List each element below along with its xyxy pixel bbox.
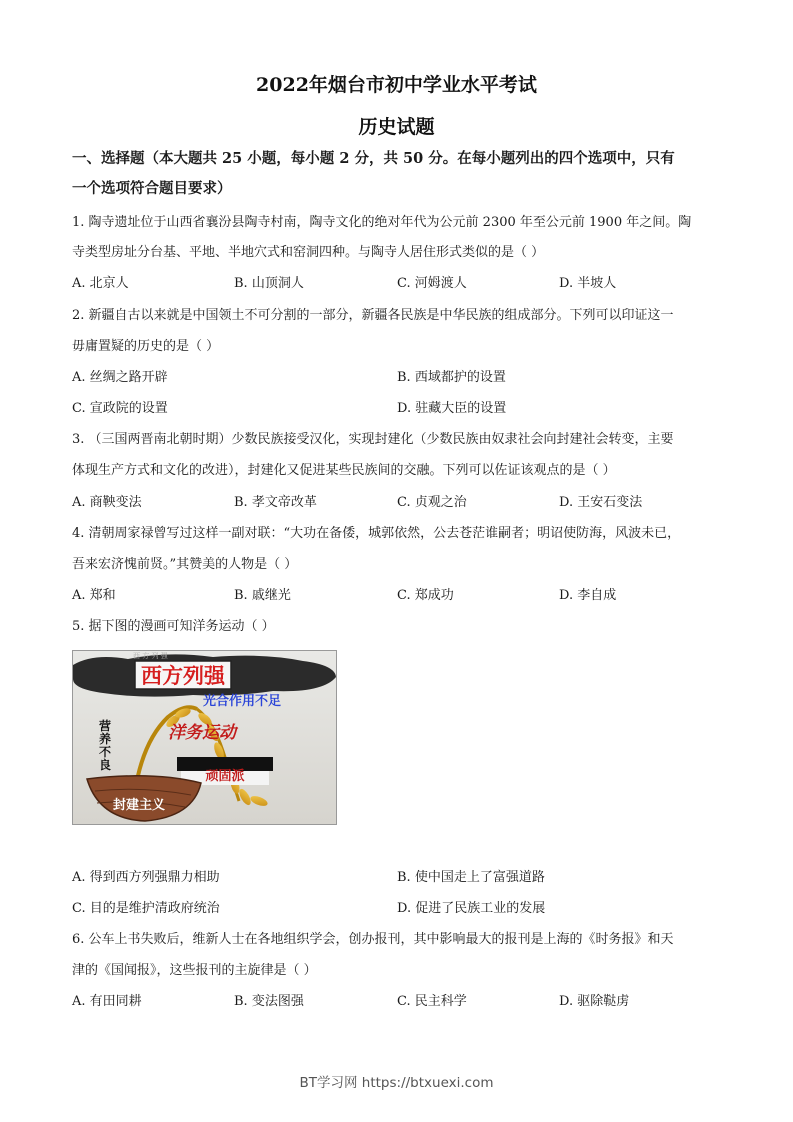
q5-stem: 5. 据下图的漫画可知洋务运动（ ） [72, 619, 275, 634]
q4-option-c: C. 郑成功 [397, 588, 454, 603]
q4-option-d: D. 李自成 [559, 588, 617, 603]
q3-option-d: D. 王安石变法 [559, 495, 643, 510]
section-heading-line1: 一、选择题（本大题共 25 小题，每小题 2 分，共 50 分。在每小题列出的四个选项中，只有 [72, 150, 675, 167]
q2-option-d: D. 驻藏大臣的设置 [397, 401, 507, 416]
q5-option-d: D. 促进了民族工业的发展 [397, 901, 546, 916]
q6-option-d: D. 驱除鞑虏 [559, 994, 630, 1009]
q3-option-b: B. 孝文帝改革 [234, 495, 317, 510]
q2-option-a: A. 丝绸之路开辟 [72, 370, 168, 385]
q6-stem-line2: 津的《国闻报》，这些报刊的主旋律是（ ） [72, 963, 317, 978]
q2-option-c: C. 宣政院的设置 [72, 401, 168, 416]
q1-option-c: C. 河姆渡人 [397, 276, 467, 291]
q5-option-b: B. 使中国走上了富强道路 [397, 870, 545, 885]
cartoon-nutrition-label: 营 养 不 良 [99, 719, 112, 772]
exam-title: 2022年烟台市初中学业水平考试 [256, 74, 537, 96]
cartoon-small-label: 西 方 列 强 [133, 652, 168, 660]
q2-option-b: B. 西域都护的设置 [397, 370, 506, 385]
q3-option-a: A. 商鞅变法 [72, 495, 142, 510]
cartoon-drawing [73, 651, 336, 824]
q2-stem-line1: 2. 新疆自古以来就是中国领土不可分割的一部分，新疆各民族是中华民族的组成部分。下列可以印证这一 [72, 308, 674, 323]
q1-option-d: D. 半坡人 [559, 276, 617, 291]
yangwu-cartoon-image [72, 650, 337, 825]
q1-stem-line2: 寺类型房址分台基、平地、半地穴式和窑洞四种。与陶寺人居住形式类似的是（ ） [72, 245, 545, 260]
q2-stem-line2: 毋庸置疑的历史的是（ ） [72, 339, 220, 354]
cartoon-photosynthesis-label: 光合作用不足 [203, 694, 282, 709]
cartoon-conservative-label: 顽固派 [205, 769, 245, 784]
q5-option-a: A. 得到西方列强鼎力相助 [72, 870, 220, 885]
q1-option-b: B. 山顶洞人 [234, 276, 304, 291]
cartoon-west-powers-label: 西方列强 [141, 664, 225, 688]
section-heading-line2: 一个选项符合题目要求） [72, 180, 232, 197]
q3-stem-line2: 体现生产方式和文化的改进），封建化又促进某些民族间的交融。下列可以佐证该观点的是（ ） [72, 463, 616, 478]
q6-option-b: B. 变法图强 [234, 994, 304, 1009]
cartoon-movement-label: 洋务运动 [168, 723, 236, 743]
q6-option-c: C. 民主科学 [397, 994, 467, 1009]
q5-option-c: C. 目的是维护清政府统治 [72, 901, 220, 916]
q4-stem-line1: 4. 清朝周家禄曾写过这样一副对联：“大功在备倭，城郭依然，公去苍茫谁嗣者；明诏使防海，风波未已， [72, 526, 681, 541]
q6-stem-line1: 6. 公车上书失败后，维新人士在各地组织学会，创办报刊，其中影响最大的报刊是上海的《时务报》和天 [72, 932, 674, 947]
q1-stem-line1: 1. 陶寺遗址位于山西省襄汾县陶寺村南，陶寺文化的绝对年代为公元前 2300 年至公元前 1900 年之间。陶 [72, 215, 692, 230]
exam-subtitle: 历史试题 [358, 116, 435, 138]
q3-stem-line1: 3. （三国两晋南北朝时期）少数民族接受汉化，实现封建化（少数民族由奴隶社会向封建社会转变，主要 [72, 432, 674, 447]
cartoon-feudalism-label: 封建主义 [112, 798, 166, 813]
q4-option-a: A. 郑和 [72, 588, 116, 603]
q3-option-c: C. 贞观之治 [397, 495, 467, 510]
q6-option-a: A. 有田同耕 [72, 994, 142, 1009]
q4-stem-line2: 吾来宏济愧前贤。”其赞美的人物是（ ） [72, 557, 298, 572]
q1-option-a: A. 北京人 [72, 276, 129, 291]
footer-watermark-link[interactable]: BT学习网 https://btxuexi.com [299, 1075, 494, 1091]
q4-option-b: B. 戚继光 [234, 588, 291, 603]
